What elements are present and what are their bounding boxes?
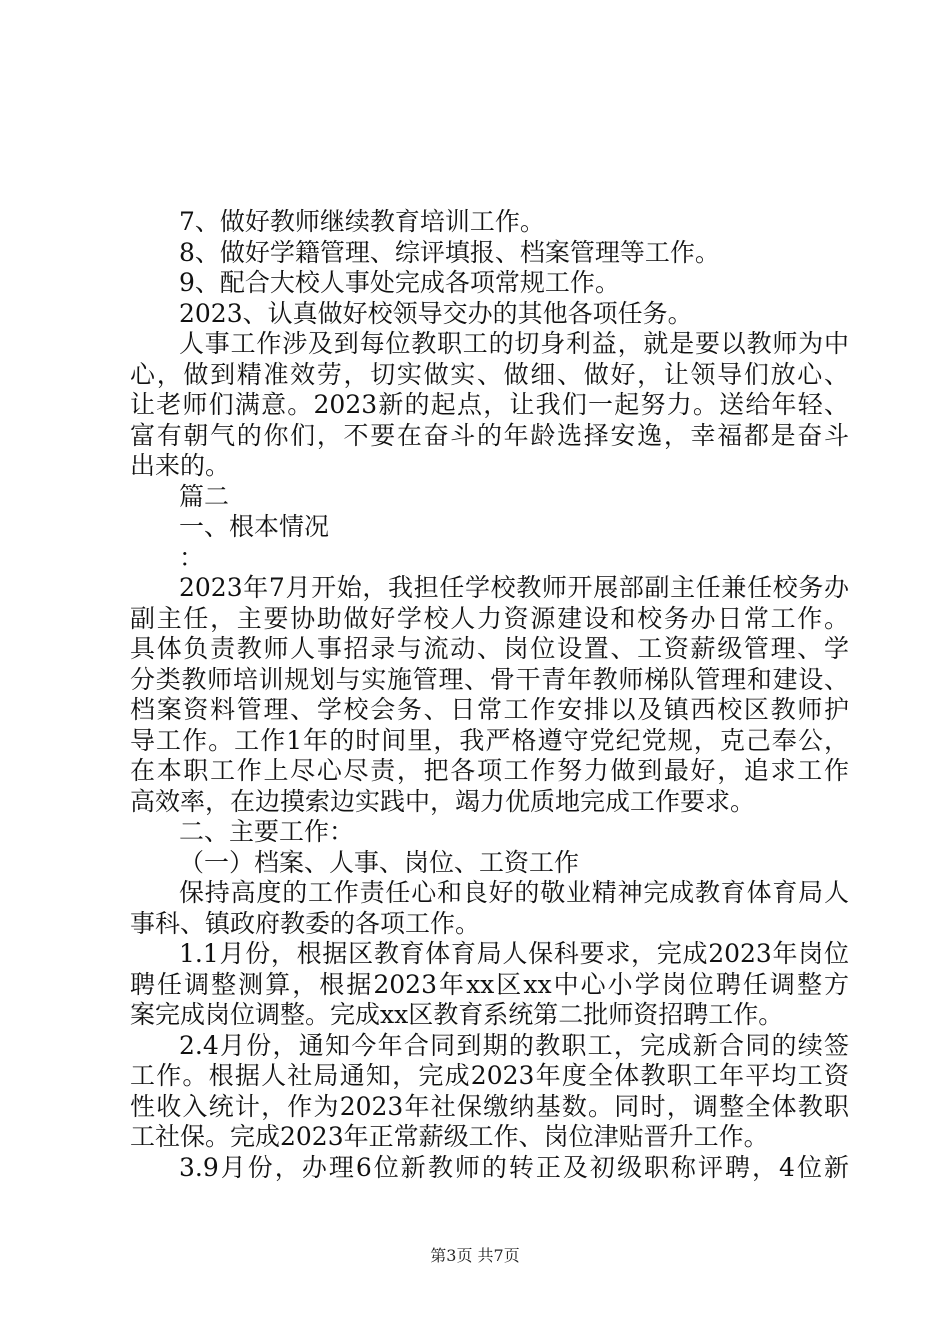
paragraph-9-line-6: 导工作。工作1年的时间里，我严格遵守党纪党规，克己奉公， (130, 725, 849, 755)
paragraph-4-line-1: 2023、认真做好校领导交办的其他各项任务。 (179, 298, 693, 328)
paragraph-3-line-1: 9、配合大校人事处完成各项常规工作。 (179, 268, 620, 297)
paragraph-9-line-4: 分类教师培训规划与实施管理、骨干青年教师梯队管理和建设、 (130, 664, 849, 694)
paragraph-2-line-1: 8、做好学籍管理、综评填报、档案管理等工作。 (179, 237, 720, 267)
paragraph-12-line-2: 事科、镇政府教委的各项工作。 (130, 908, 481, 938)
paragraph-13-line-2: 聘任调整测算，根据2023年xx区xx中心小学岗位聘任调整方 (130, 969, 849, 999)
paragraph-15-line-1: 3.9月份，办理6位新教师的转正及初级职称评聘，4位新 (179, 1152, 849, 1182)
paragraph-14-line-4: 工社保。完成2023年正常薪级工作、岗位津贴晋升工作。 (130, 1122, 769, 1151)
paragraph-11-line-1: （一）档案、人事、岗位、工资工作 (179, 847, 580, 877)
paragraph-9-line-7: 在本职工作上尽心尽责，把各项工作努力做到最好，追求工作 (130, 756, 849, 785)
paragraph-5-line-3: 让老师们满意。2023新的起点，让我们一起努力。送给年轻、 (130, 390, 849, 419)
document-body (130, 207, 849, 1183)
paragraph-13-line-3: 案完成岗位调整。完成xx区教育系统第二批师资招聘工作。 (130, 1000, 784, 1029)
paragraph-13-line-1: 1.1月份，根据区教育体育局人保科要求，完成2023年岗位 (179, 939, 849, 968)
paragraph-14-line-3: 性收入统计，作为2023年社保缴纳基数。同时，调整全体教职 (130, 1091, 849, 1121)
paragraph-5-line-2: 心，做到精准效劳，切实做实、做细、做好，让领导们放心、 (130, 359, 849, 389)
paragraph-8-line-1: ： (179, 542, 205, 572)
page-footer: 第3页 共7页 (430, 1246, 520, 1265)
paragraph-5-line-4: 富有朝气的你们，不要在奋斗的年龄选择安逸，幸福都是奋斗 (130, 420, 849, 450)
paragraph-14-line-2: 工作。根据人社局通知，完成2023年度全体教职工年平均工资 (130, 1061, 849, 1090)
paragraph-1-line-1: 7、做好教师继续教育培训工作。 (179, 207, 545, 236)
paragraph-9-line-3: 具体负责教师人事招录与流动、岗位设置、工资薪级管理、学 (130, 634, 849, 663)
paragraph-9-line-1: 2023年7月开始，我担任学校教师开展部副主任兼任校务办 (179, 573, 849, 602)
paragraph-14-line-1: 2.4月份，通知今年合同到期的教职工，完成新合同的续签 (179, 1030, 849, 1060)
paragraph-10-line-1: 二、主要工作： (179, 817, 355, 846)
paragraph-5-line-1: 人事工作涉及到每位教职工的切身利益，就是要以教师为中 (179, 329, 849, 358)
paragraph-9-line-2: 副主任，主要协助做好学校人力资源建设和校务办日常工作。 (130, 603, 849, 633)
paragraph-9-line-8: 高效率，在边摸索边实践中，竭力优质地完成工作要求。 (130, 786, 756, 816)
paragraph-5-line-5: 出来的。 (130, 451, 231, 480)
paragraph-9-line-5: 档案资料管理、学校会务、日常工作安排以及镇西校区教师护 (130, 695, 849, 724)
paragraph-7-line-1: 一、根本情况 (179, 512, 330, 541)
paragraph-6-line-1: 篇二 (179, 481, 230, 511)
paragraph-12-line-1: 保持高度的工作责任心和良好的敬业精神完成教育体育局人 (179, 878, 849, 907)
